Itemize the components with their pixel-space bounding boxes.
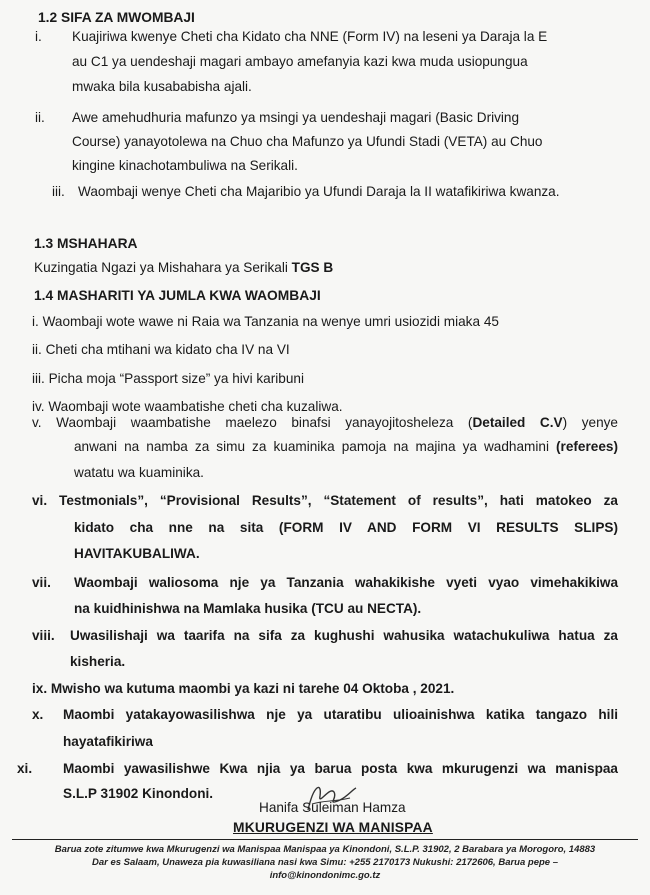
condition-item-vii-line1: Waombaji waliosoma nje ya Tanzania wahakikishe vyeti vyao vimehakikiwa	[74, 575, 618, 590]
condition-item-ix: ix. Mwisho wa kutuma maombi ya kazi ni tarehe 04 Oktoba , 2021.	[32, 681, 455, 696]
condition-item: iii. Picha moja “Passport size” ya hivi karibuni	[32, 371, 304, 386]
list-marker: xi.	[17, 761, 33, 776]
list-item-line: Waombaji wenye Cheti cha Majaribio ya Ufundi Daraja la II watafikiriwa kwanza.	[78, 184, 560, 199]
condition-item-vii-line2: na kuidhinishwa na Mamlaka husika (TCU au NECTA).	[74, 601, 422, 616]
condition-item-viii-line2: kisheria.	[70, 654, 126, 669]
footer-divider	[12, 839, 638, 840]
text-run-bold: Detailed C.V	[472, 415, 563, 430]
list-item-line: au C1 ya uendeshaji magari ambayo amefanyia kazi kwa muda usiopungua	[72, 54, 528, 69]
list-item-line: kingine kinachotambuliwa na Serikali.	[72, 158, 298, 173]
condition-item-v-line3: watatu wa kuaminika.	[74, 465, 204, 480]
section-1-4-heading: 1.4 MASHARITI YA JUMLA KWA WAOMBAJI	[34, 288, 321, 303]
condition-item-vi-line3: HAVITAKUBALIWA.	[74, 546, 200, 561]
section-1-3-heading: 1.3 MSHAHARA	[34, 236, 138, 251]
list-marker: i.	[35, 29, 42, 44]
condition-item-vi-line2: kidato cha nne na sita (FORM IV AND FORM VI RESULTS SLIPS)	[74, 520, 618, 535]
condition-item: i. Waombaji wote wawe ni Raia wa Tanzania na wenye umri usiozidi miaka 45	[32, 314, 499, 329]
list-marker: viii.	[32, 628, 55, 643]
list-marker: iii.	[52, 184, 65, 199]
footer-email: info@kinondonimc.go.tz	[269, 870, 381, 881]
text-run: ) yenye	[562, 415, 618, 430]
signatory-title: MKURUGENZI WA MANISPAA	[233, 820, 433, 835]
list-item-line: Kuajiriwa kwenye Cheti cha Kidato cha NNE (Form IV) na leseni ya Daraja la E	[72, 29, 548, 44]
text-run-bold: (referees)	[556, 439, 618, 454]
condition-item-xi-line2: S.L.P 31902 Kinondoni.	[63, 786, 214, 801]
list-marker: vii.	[32, 575, 51, 590]
signatory-name: Hanifa Suleiman Hamza	[259, 800, 406, 815]
footer-line: Barua zote zitumwe kwa Mkurugenzi wa Manispaa Manispaa ya Kinondoni, S.L.P. 31902, 2 Barabara ya Morogoro, 14883	[54, 844, 596, 855]
list-item-line: Course) yanayotolewa na Chuo cha Mafunzo ya Ufundi Stadi (VETA) au Chuo	[72, 134, 543, 149]
salary-prefix: Kuzingatia Ngazi ya Mishahara ya Serikali	[34, 260, 292, 275]
list-item-line: mwaka bila kusababisha ajali.	[72, 79, 252, 94]
condition-item-xi-line1: Maombi yawasilishwe Kwa njia ya barua posta kwa mkurugenzi wa manispaa	[63, 761, 618, 776]
condition-item: iv. Waombaji wote waambatishe cheti cha kuzaliwa.	[32, 399, 343, 414]
list-item-line: Awe amehudhuria mafunzo ya msingi ya uendeshaji magari (Basic Driving	[72, 110, 520, 125]
footer-line: Dar es Salaam, Unaweza pia kuwasiliana nasi kwa Simu: +255 2170173 Nukushi: 2172606, Barua pepe –	[91, 857, 558, 868]
condition-item-x-line1: Maombi yatakayowasilishwa nje ya utaratibu ulioainishwa katika tangazo hili	[63, 707, 618, 722]
section-1-2-heading: 1.2 SIFA ZA MWOMBAJI	[38, 10, 195, 25]
list-marker: x.	[32, 707, 44, 722]
text-run: v. Waombaji waambatishe maelezo binafsi yanayojitosheleza (	[32, 415, 473, 430]
condition-item-vi-line1: vi. Testmonials”, “Provisional Results”, “Statement of results”, hati matokeo za	[32, 493, 618, 508]
list-marker: ii.	[35, 110, 45, 125]
condition-item: ii. Cheti cha mtihani wa kidato cha IV na VI	[32, 342, 290, 357]
condition-item-viii-line1: Uwasilishaji wa taarifa na sifa za kughushi wahusika watachukuliwa hatua za	[70, 628, 618, 643]
salary-text	[34, 259, 333, 277]
condition-item-x-line2: hayatafikiriwa	[63, 734, 153, 749]
condition-item-v-line2	[74, 438, 618, 456]
salary-grade: TGS B	[291, 260, 334, 275]
condition-item-v-line1	[32, 414, 618, 432]
text-run: anwani na namba za simu za kuaminika pamoja na majina ya wadhamini	[74, 439, 557, 454]
